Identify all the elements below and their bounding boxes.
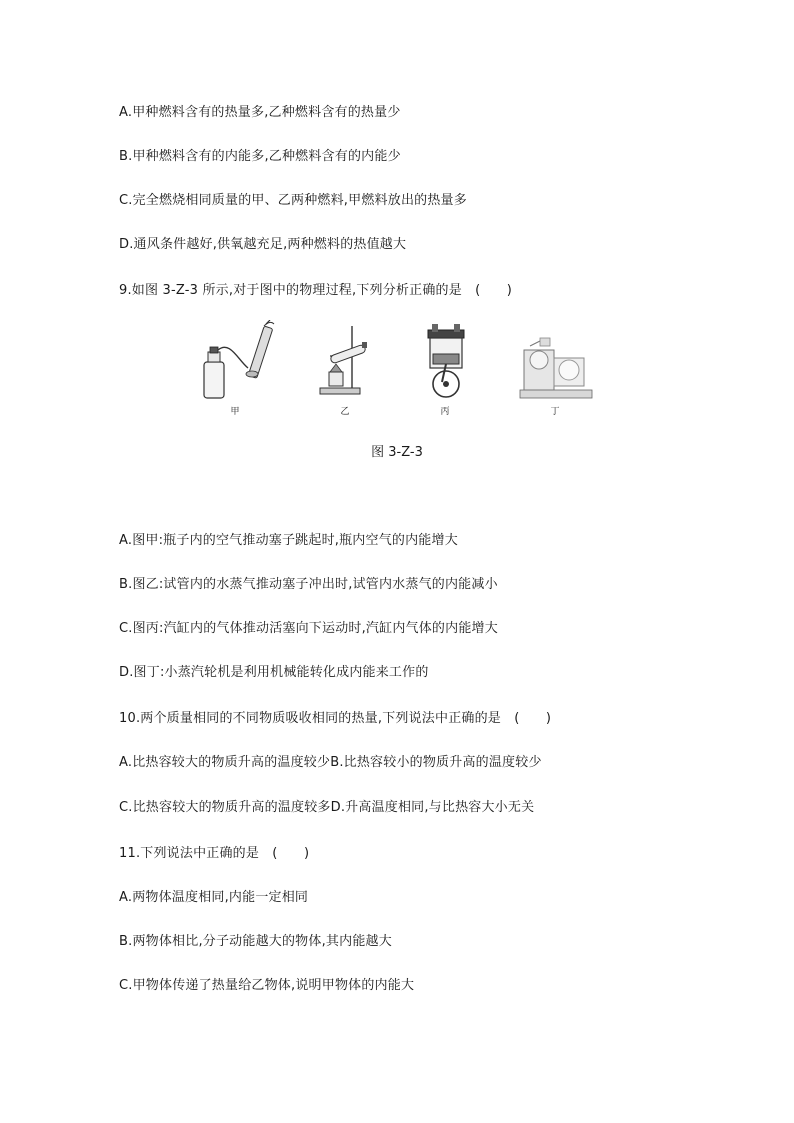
figure-bing [400, 320, 490, 420]
figure-yi [300, 320, 390, 420]
q11-option-a: A.两物体温度相同,内能一定相同 [119, 890, 309, 905]
q9-option-b: B.图乙:试管内的水蒸气推动塞子冲出时,试管内水蒸气的内能减小 [119, 577, 498, 592]
bottle-pump-illustration [190, 320, 280, 406]
figure-jia [190, 320, 280, 420]
q8-option-c: C.完全燃烧相同质量的甲、乙两种燃料,甲燃料放出的热量多 [119, 193, 467, 208]
q11-option-c: C.甲物体传递了热量给乙物体,说明甲物体的内能大 [119, 978, 415, 993]
figure-label-jia: 甲 [230, 407, 240, 417]
q11-stem: 11.下列说法中正确的是 ( ) [119, 846, 310, 861]
q8-option-d: D.通风条件越好,供氧越充足,两种燃料的热值越大 [119, 237, 407, 252]
q9-figure [190, 320, 610, 420]
q11-option-b: B.两物体相比,分子动能越大的物体,其内能越大 [119, 934, 392, 949]
test-tube-stand-illustration [300, 320, 390, 406]
figure-label-bing: 丙 [440, 407, 450, 417]
q9-option-d: D.图丁:小蒸汽轮机是利用机械能转化成内能来工作的 [119, 665, 429, 680]
q8-option-a: A.甲种燃料含有的热量多,乙种燃料含有的热量少 [119, 105, 401, 120]
q9-option-c: C.图丙:汽缸内的气体推动活塞向下运动时,汽缸内气体的内能增大 [119, 621, 498, 636]
figure-label-ding: 丁 [550, 407, 560, 417]
q8-option-b: B.甲种燃料含有的内能多,乙种燃料含有的内能少 [119, 149, 401, 164]
q9-option-a: A.图甲:瓶子内的空气推动塞子跳起时,瓶内空气的内能增大 [119, 533, 458, 548]
figure-label-yi: 乙 [340, 407, 350, 417]
figure-caption: 图 3-Z-3 [371, 445, 423, 460]
q10-stem: 10.两个质量相同的不同物质吸收相同的热量,下列说法中正确的是 ( ) [119, 711, 552, 726]
q9-stem: 9.如图 3-Z-3 所示,对于图中的物理过程,下列分析正确的是 ( ) [119, 283, 513, 298]
engine-cylinder-illustration [400, 320, 490, 406]
steam-turbine-illustration [510, 320, 600, 406]
q10-options-cd: C.比热容较大的物质升高的温度较多D.升高温度相同,与比热容大小无关 [119, 800, 535, 815]
q10-options-ab: A.比热容较大的物质升高的温度较少B.比热容较小的物质升高的温度较少 [119, 755, 542, 770]
figure-ding [510, 320, 600, 420]
